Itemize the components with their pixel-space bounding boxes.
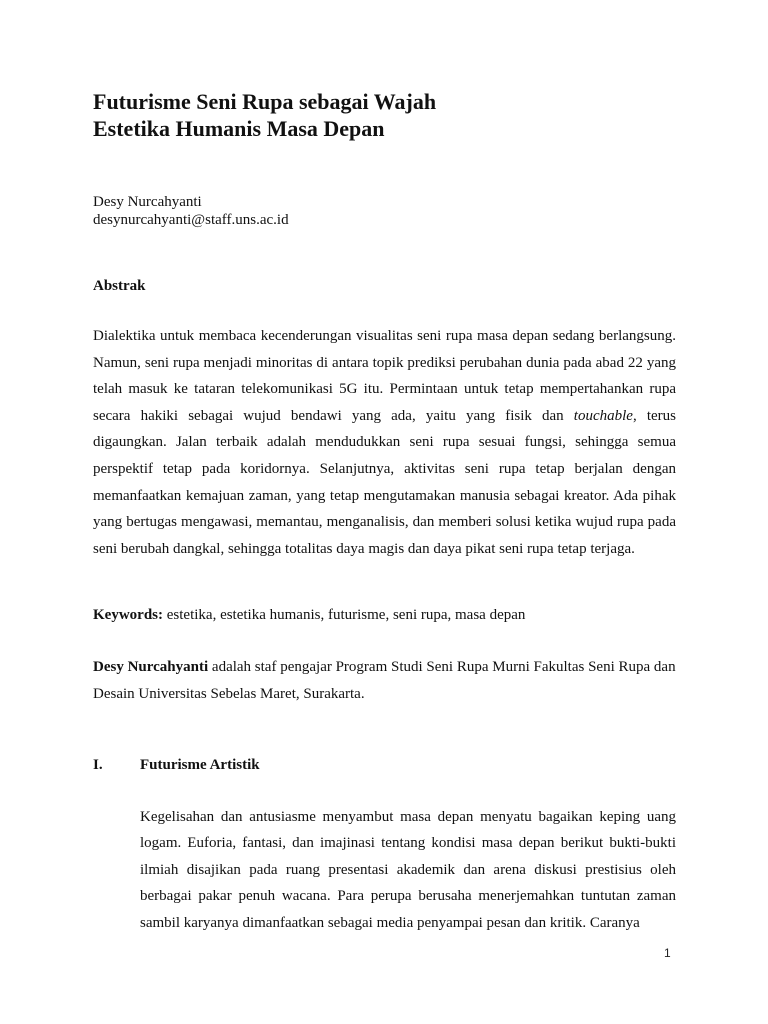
bio-name: Desy Nurcahyanti (93, 659, 209, 675)
keywords-line (93, 605, 683, 625)
author-block (93, 193, 289, 229)
abstract-paragraph (93, 323, 676, 562)
author-name: Desy Nurcahyanti (93, 194, 202, 210)
keywords-label: Keywords: (93, 607, 163, 623)
abstract-italic-term: touchable (573, 407, 633, 424)
author-bio (93, 654, 676, 707)
abstract-text-part-1: Dialektika untuk membaca kecenderungan visualitas seni rupa masa depan sedang berlangsung. Namun, seni rupa menjadi minoritas di antara topik prediksi perubahan dunia pada abad 22 yang telah masuk ke tataran telekomunikasi 5G itu. Permintaan untuk tetap mempertahankan rupa secara hakiki sebagai wujud bendawi yang ada, yaitu yang fisik dan (93, 328, 676, 424)
paper-title (93, 88, 693, 142)
abstract-heading: Abstrak (93, 278, 146, 294)
section-paragraph: Kegelisahan dan antusiasme menyambut masa depan menyatu bagaikan keping uang logam. Euforia, fantasi, dan imajinasi tentang kondisi masa depan berikut bukti-bukti ilmiah disajikan pada ruang presentasi akademik dan arena diskusi prestisius oleh berbagai pakar penuh wacana. Para perupa berusaha menerjemahkan tuntutan zaman sambil karyanya dimanfaatkan sebagai media penyampai pesan dan kritik. Caranya (140, 809, 676, 931)
title-line-1: Futurisme Seni Rupa sebagai Wajah (93, 89, 437, 114)
abstract-text-part-2: , terus digaungkan. Jalan terbaik adalah mendudukkan seni rupa sesuai fungsi, sehingga semua perspektif tetap pada koridornya. Selanjutnya, aktivitas seni rupa tetap berjalan dengan memanfaatkan kemajuan zaman, yang tetap mengutamakan manusia sebagai kreator. Ada pihak yang bertugas mengawasi, memantau, menganalisis, dan memberi solusi ketika wujud rupa pada seni berubah dangkal, sehingga totalitas daya magis dan daya pikat seni rupa tetap terjaga. (93, 407, 676, 557)
section-number: I. (93, 757, 103, 773)
section-title: Futurisme Artistik (140, 757, 260, 773)
keywords-list: estetika, estetika humanis, futurisme, seni rupa, masa depan (163, 607, 526, 623)
page-number: 1 (664, 946, 671, 960)
bio-text: adalah staf pengajar Program Studi Seni Rupa Murni Fakultas Seni Rupa dan Desain Universitas Sebelas Maret, Surakarta. (93, 659, 676, 702)
title-line-2: Estetika Humanis Masa Depan (93, 116, 385, 141)
author-email: desynurcahyanti@staff.uns.ac.id (93, 212, 289, 228)
